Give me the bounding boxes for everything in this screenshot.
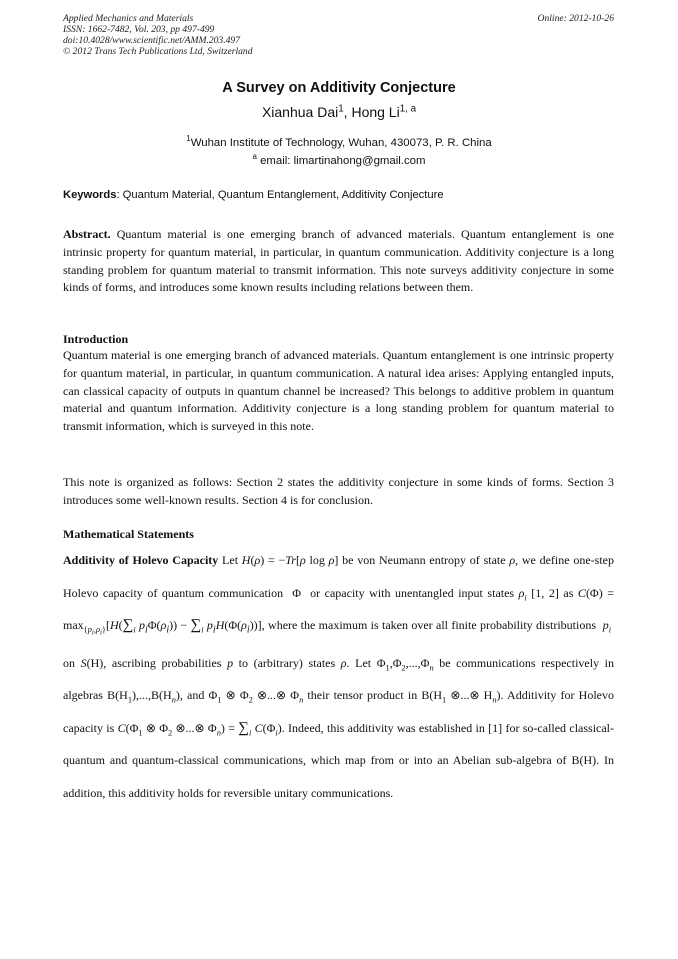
abstract bbox=[63, 226, 614, 297]
rho-symbol: ρ bbox=[340, 655, 347, 670]
holevo-subheading: Additivity of Holevo Capacity bbox=[63, 553, 219, 567]
tensor-product-algebra: $B(H_1$ ⊗...⊗ $H_n$) bbox=[421, 688, 501, 705]
affiliation bbox=[0, 134, 678, 149]
holevo-capacity-formula: $C(\Phi) = \max_{\{p_i,\rho_i\}}[H(\sum_i$ $p_i\Phi(\rho_i)) - \sum_i$ $p_iH(\Phi(\rho_i))$] bbox=[63, 585, 615, 638]
author-name: Xianhua Dai bbox=[261, 104, 339, 120]
email-mark: a bbox=[252, 152, 257, 162]
state-space-symbol: S(H) bbox=[80, 655, 104, 670]
entropy-formula: H(ρ) = −Tr[ρ log ρ] bbox=[241, 553, 339, 567]
outline-paragraph: This note is organized as follows: Section 2 states the additivity conjecture in some kinds of forms. Section 3 introduces some well-known results. Section 4 is for conclusion. bbox=[63, 475, 614, 507]
p-i-symbol: $p_i$ bbox=[602, 618, 612, 635]
email-text: email: limartinahong@gmail.com bbox=[256, 155, 426, 167]
keywords-label: Keywords bbox=[63, 189, 117, 201]
email-line bbox=[0, 152, 678, 167]
abstract-label: Abstract. bbox=[63, 227, 111, 241]
keywords-text: : Quantum Material, Quantum Entanglement, Additivity Conjecture bbox=[116, 189, 444, 201]
author-separator: , bbox=[343, 104, 352, 120]
author-name: Hong Li bbox=[351, 104, 400, 120]
phi-symbol: Φ bbox=[287, 585, 306, 600]
author-affil-mark: 1, a bbox=[399, 103, 417, 115]
math-heading: Mathematical Statements bbox=[63, 527, 194, 541]
affiliation-text: Wuhan Institute of Technology, Wuhan, 430073, P. R. China bbox=[190, 137, 492, 149]
introduction-heading: Introduction bbox=[63, 332, 129, 346]
online-date: Online: 2012-10-26 bbox=[537, 13, 614, 24]
copyright-line: © 2012 Trans Tech Publications Ltd, Switzerland bbox=[63, 46, 253, 57]
doi-line: doi:10.4028/www.scientific.net/AMM.203.497 bbox=[63, 35, 241, 46]
p-symbol: p bbox=[227, 655, 234, 670]
affiliation-mark: 1 bbox=[186, 134, 191, 144]
additivity-formula: $C(\Phi_1$ ⊗ $\Phi_2$ ⊗...⊗ $\Phi_n) = \sum_i$ $C(\Phi_i)$ bbox=[117, 719, 282, 738]
abstract-text: Quantum material is one emerging branch of advanced materials. Quantum entanglement is one intrinsic property for quantum material, in particular, in quantum communication. Additivity conjecture is a long standing problem for quantum material to transmit information. This note surveys additivity conjecture in some kinds of forms, and introduces some known results including relations between them. bbox=[63, 227, 614, 295]
tensor-product-channels: $\Phi_1$ ⊗ $\Phi_2$ ⊗...⊗ $\Phi_n$ bbox=[208, 688, 304, 705]
journal-header bbox=[63, 13, 253, 57]
keywords bbox=[63, 189, 615, 201]
rho-i-symbol: $\rho_i$ bbox=[518, 585, 527, 602]
channel-list: $\Phi_1,\Phi_2,...,\Phi_n$ bbox=[376, 655, 434, 673]
author-line bbox=[0, 104, 678, 120]
introduction-paragraph: Quantum material is one emerging branch of advanced materials. Quantum entanglement is one intrinsic property for quantum material, in particular, in quantum communication. A natural idea arises: Applying entangled inputs, can classical capacity of outputs in quantum channel be increased? This belongs to additive problem in quantum material and quantum information. Additivity conjecture is a long standing problem for quantum material to transmit information, which is surveyed in this note. bbox=[63, 348, 614, 434]
algebra-list: $B(H_1),...,B(H_n)$ bbox=[107, 688, 180, 705]
paper-title: A Survey on Additivity Conjecture bbox=[222, 80, 456, 96]
author-affil-mark: 1 bbox=[338, 103, 344, 115]
algebra-symbol: B(H) bbox=[571, 753, 597, 768]
rho-symbol: ρ bbox=[509, 553, 516, 567]
journal-name: Applied Mechanics and Materials bbox=[63, 13, 194, 24]
issn-line: ISSN: 1662-7482, Vol. 203, pp 497-499 bbox=[63, 24, 215, 35]
holevo-paragraph: Additivity of Holevo Capacity Let H(ρ) = −Tr[ρ log ρ] be von Neumann entropy of state ρ, we define one-step Holevo capacity of quantum communication Φ or capacity with unentangled input states $\rho_i$ [1, 2] as $C(\Phi) = \max_{\{p_i,\rho_i\}}[H(\sum_i$ $p_i\Phi(\rho_i)) - \sum_i$ $p_iH(\Phi(\rho_i))$], where the maximum is taken over all finite probability distributions $p_i$ on S(H), ascribing probabilities p to (arbitrary) states ρ. Let $\Phi_1,\Phi_2,...,\Phi_n$ be communications respectively in algebras $B(H_1),...,B(H_n)$, and $\Phi_1$ ⊗ $\Phi_2$ ⊗...⊗ $\Phi_n$ their tensor product in $B(H_1$ ⊗...⊗ $H_n$). Additivity for Holevo capacity is $C(\Phi_1$ ⊗ $\Phi_2$ ⊗...⊗ $\Phi_n) = \sum_i$ $C(\Phi_i)$. Indeed, this additivity was established in [1] for so-called classical-quantum and quantum-classical communications, which map from or into an Abelian sub-algebra of B(H). In addition, this additivity holds for reversible unitary communications. bbox=[63, 553, 615, 800]
